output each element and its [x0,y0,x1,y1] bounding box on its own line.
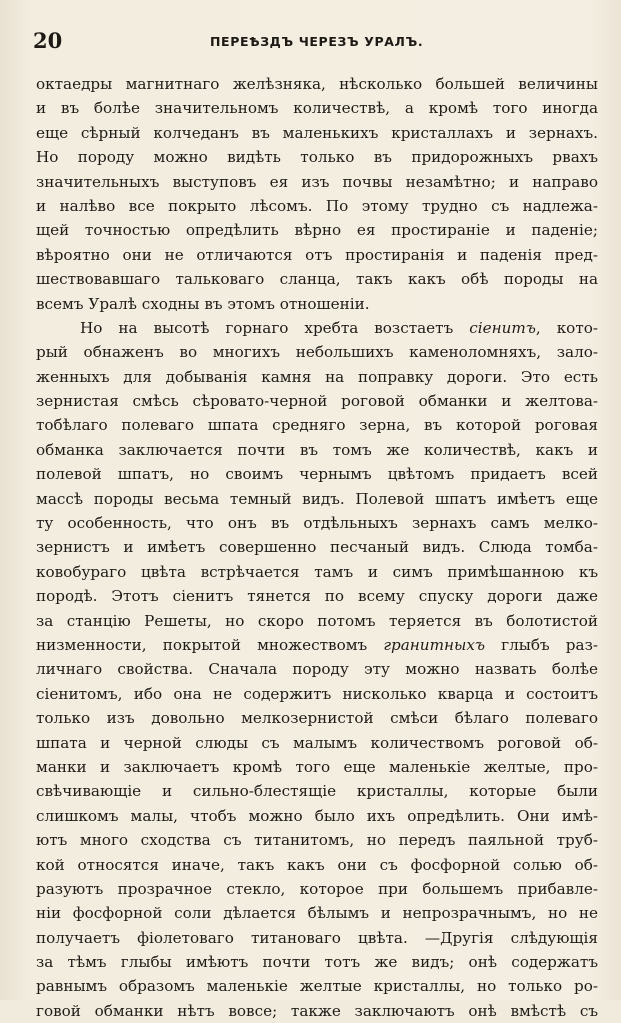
text-line: свѣчивающіе и сильно-блестящіе кристаллы, которые были [36,782,598,801]
text-line: октаедры магнитнаго желѣзняка, нѣсколько большей величины [36,75,598,93]
text-line: личнаго свойства. Сначала породу эту можно назвать болѣе [36,660,598,679]
page-number: 20 [33,28,63,53]
text-line: рый обнаженъ во многихъ небольшихъ каменоломняхъ, зало- [36,343,598,362]
body-text [36,72,598,1023]
paragraph-2 [36,316,598,1023]
text-line: значительныхъ выступовъ ея изъ почвы незамѣтно; и направо [36,172,598,191]
emphasis-granite: гранитныхъ [383,635,486,654]
page-header [33,28,603,58]
text-span: глыбъ раз- [485,635,598,654]
text-line: щей точностью опредѣлить вѣрно ея простираніе и паденіе; [36,221,598,240]
text-line [36,316,598,340]
text-line: за тѣмъ глыбы имѣютъ почти тотъ же видъ; онѣ содержатъ [36,953,598,972]
text-line: вѣроятно они не отличаются отъ простиранія и паденія пред- [36,245,598,264]
text-line: манки и заключаетъ кромѣ того еще маленькіе желтые, про- [36,757,598,776]
text-span: , кото- [535,318,598,337]
text-line: только изъ довольно мелкозернистой смѣси бѣлаго полеваго [36,709,598,728]
text-line: зернистая смѣсь сѣровато-черной роговой обманки и желтова- [36,392,598,411]
text-line: шествовавшаго тальковаго сланца, такъ какъ обѣ породы на [36,270,598,289]
text-line: полевой шпатъ, но своимъ чернымъ цвѣтомъ придаетъ всей [36,465,598,484]
text-line: говой обманки нѣтъ вовсе; также заключаютъ онѣ вмѣстѣ съ [36,1001,598,1020]
text-line: породѣ. Этотъ сіенитъ тянется по всему спуску дороги даже [36,587,598,606]
text-line: кой относятся иначе, такъ какъ они съ фосфорной солью об- [36,855,598,874]
text-line: обманка заключается почти въ томъ же количествѣ, какъ и [36,440,598,459]
text-line: ковобураго цвѣта встрѣчается тамъ и симъ примѣшанною къ [36,562,598,581]
paragraph-1 [36,72,598,316]
text-line: ютъ много сходства съ титанитомъ, но передъ паяльной труб- [36,831,598,850]
text-line: получаетъ фіолетоваго титановаго цвѣта. —Другія слѣдующія [36,928,598,947]
text-span: Но на высотѣ горнаго хребта возстаетъ [80,318,470,337]
text-line: зернистъ и имѣетъ совершенно песчаный видъ. Слюда томба- [36,538,598,557]
text-line: всемъ Уралѣ сходны въ этомъ отношеніи. [36,294,370,313]
text-line: и въ болѣе значительномъ количествѣ, а кромѣ того иногда [36,99,598,118]
text-line: слишкомъ малы, чтобъ можно было ихъ опредѣлить. Они имѣ- [36,806,598,825]
emphasis-sienite: сіенитъ [469,318,536,337]
text-line: ту особенность, что онъ въ отдѣльныхъ зернахъ самъ мелко- [36,514,598,533]
text-line: массѣ породы весьма темный видъ. Полевой шпатъ имѣетъ еще [36,489,598,508]
text-line: ніи фосфорной соли дѣлается бѣлымъ и непрозрачнымъ, но не [36,904,598,923]
text-span: низменности, покрытой множествомъ [36,635,384,654]
running-head: ПЕРЕѢЗДЪ ЧЕРЕЗЪ УРАЛЪ. [210,34,424,49]
text-line: тобѣлаго полеваго шпата средняго зерна, въ которой роговая [36,416,598,435]
text-line: сіенитомъ, ибо она не содержитъ нисколько кварца и состоитъ [36,684,598,703]
text-line: за станцію Решеты, но скоро потомъ теряется въ болотистой [36,611,598,630]
text-line: женныхъ для добыванія камня на поправку дороги. Это есть [36,367,598,386]
text-line: еще сѣрный колчеданъ въ маленькихъ кристаллахъ и зернахъ. [36,123,598,142]
text-line [36,633,598,657]
text-line: разуютъ прозрачное стекло, которое при большемъ прибавле- [36,879,598,898]
text-line: Но породу можно видѣть только въ придорожныхъ рвахъ [36,148,598,167]
text-line: и налѣво все покрыто лѣсомъ. По этому трудно съ надлежа- [36,196,598,215]
text-line: шпата и черной слюды съ малымъ количествомъ роговой об- [36,733,598,752]
text-line: равнымъ образомъ маленькіе желтые кристаллы, но только ро- [36,977,598,996]
